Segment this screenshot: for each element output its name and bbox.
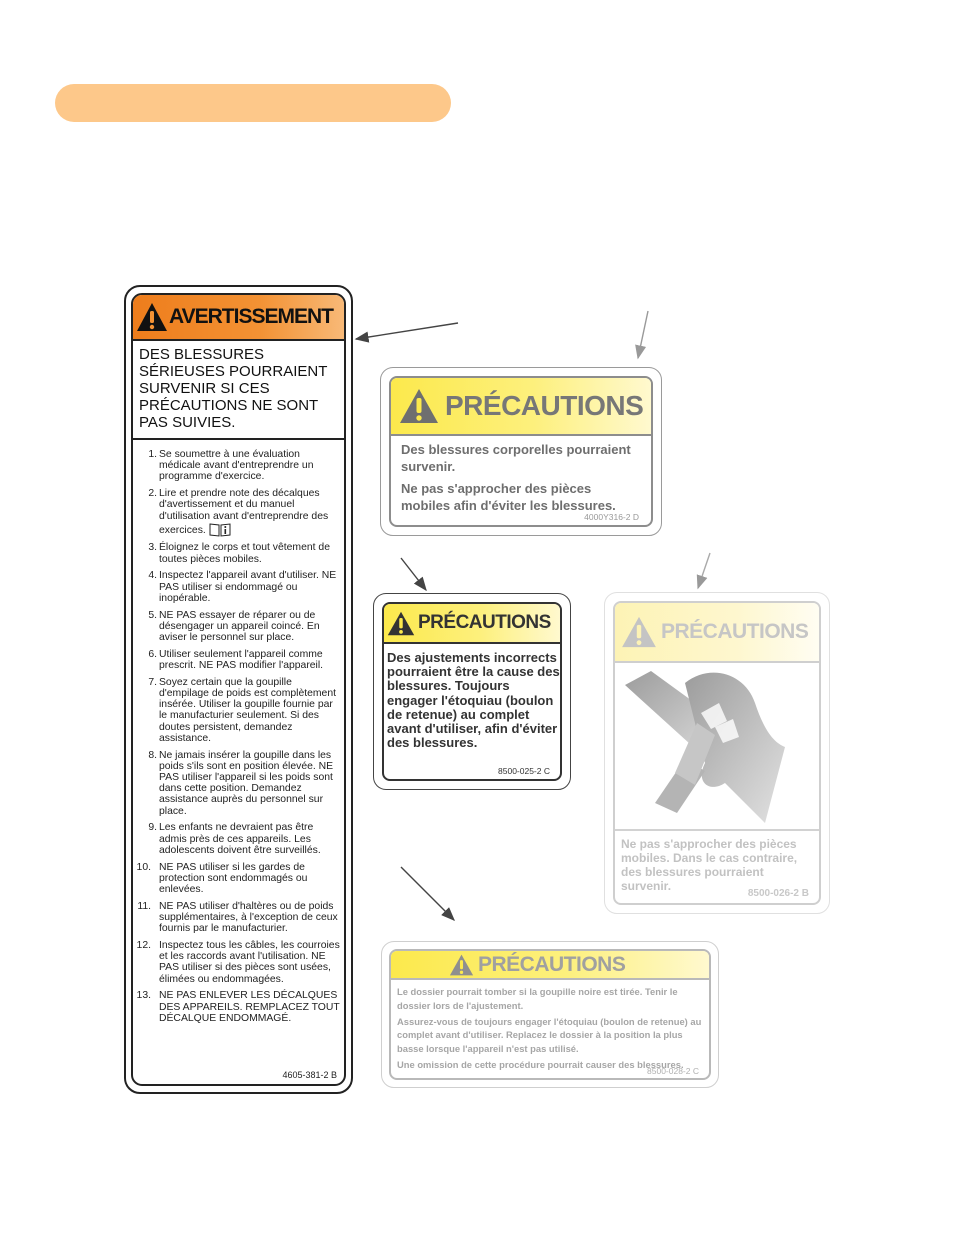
list-item: 4. Inspectez l'appareil avant d'utiliser. NE PAS utiliser si endommagé ou inopérable. — [148, 570, 337, 604]
list-item: 7. Soyez certain que la goupille d'empilage de poids est complètement insérée. Utiliser la goupille fournie par le manufacturier seulement. Si des doutes persistent, demandez assistance. — [148, 676, 336, 744]
label-code: 4000Y316-2 D — [584, 512, 639, 522]
warning-list — [133, 440, 344, 1024]
warning-triangle-icon — [387, 611, 415, 636]
list-item: 6. Utiliser seulement l'appareil comme prescrit. NE PAS modifier l'appareil. — [148, 648, 324, 672]
caution-label-d — [381, 941, 719, 1088]
warning-title: AVERTISSEMENT — [169, 305, 333, 328]
list-item: 10. NE PAS utiliser si les gardes de protection sont endommagés ou enlevées. — [136, 861, 308, 896]
caution-header — [391, 951, 709, 980]
warning-label — [124, 285, 353, 1094]
warning-triangle-icon — [449, 954, 474, 976]
warning-triangle-icon — [399, 388, 439, 424]
arrow-to-label-c — [698, 553, 710, 588]
caution-header — [391, 378, 651, 436]
caution-text: Des ajustements incorrects pourraient être la cause des blessures. Toujours engager l'étoquiau (boulon de retenue) au complet avant d'utiliser, afin d'éviter des blessures. — [387, 650, 560, 751]
list-item: 5. NE PAS essayer de réparer ou de désengager un appareil coincé. En aviser le personnel sur place. — [148, 609, 320, 644]
warning-code: 4605-381-2 B — [282, 1070, 337, 1080]
label-code: 8500-026-2 B — [747, 888, 809, 899]
label-code: 8500-025-2 C — [498, 766, 550, 776]
caution-title: PRÉCAUTIONS — [418, 612, 551, 633]
arrow-to-label-a — [638, 311, 648, 358]
list-item: 8. Ne jamais insérer la goupille dans les poids s'ils sont en position élevée. NE PAS utiliser l'appareil si les poids sont dans cette position. Demandez assistance auprès du personnel sur place. — [148, 749, 334, 817]
caution-text: Ne pas s'approcher des pièces mobiles. Dans le cas contraire, des blessures pourraient survenir. — [621, 837, 798, 893]
list-item: 3. Éloignez le corps et tout vêtement de toutes pièces mobiles. — [148, 542, 330, 565]
caution-text: Ne pas s'approcher des pièces mobiles afin d'éviter les blessures. — [401, 481, 616, 513]
list-item: 2. Lire et prendre note des décalques d'avertissement et du manuel d'utilisation avant d'entreprendre des exercices. — [148, 488, 329, 536]
list-item: 1. Se soumettre à une évaluation médicale avant d'entreprendre un programme d'exercice. — [148, 449, 314, 483]
caution-title: PRÉCAUTIONS — [661, 620, 809, 643]
list-item: 11. NE PAS utiliser d'haltères ou de poids supplémentaires, à l'exception de ceux fournis par le manufacturier. — [137, 900, 338, 935]
arrow-to-warning — [356, 323, 458, 339]
caution-text: Assurez-vous de toujours engager l'étoquiau (boulon de retenue) au complet avant d'utiliser. Replacez le dossier à la position la plus basse lorsque l'appareil n'est pas utilisé. — [397, 1015, 702, 1055]
caution-header — [384, 604, 560, 644]
manual-book-icon — [209, 522, 231, 537]
hand-crush-pictogram — [615, 663, 819, 831]
warning-header — [133, 295, 344, 341]
list-item: 13. NE PAS ENLEVER LES DÉCALQUES DES APPAREILS. REMPLACEZ TOUT DÉCALQUE ENDOMMAGÉ. — [136, 990, 340, 1024]
label-code: 8500-028-2 C — [647, 1066, 699, 1076]
arrow-to-label-d — [401, 867, 454, 920]
caution-header — [615, 603, 819, 663]
caution-label-a — [380, 367, 662, 536]
warning-triangle-icon — [136, 302, 168, 332]
caution-text: Le dossier pourrait tomber si la goupille noire est tirée. Tenir le dossier lors de l'ajustement. — [397, 986, 678, 1011]
warning-triangle-icon — [621, 616, 657, 648]
list-item: 12. Inspectez tous les câbles, les courroies et les raccords avant l'utilisation. NE PAS utiliser si des pièces sont usées, élimées ou endommagées. — [136, 940, 340, 985]
warning-intro: DES BLESSURES SÉRIEUSES POURRAIENT SURVENIR SI CES PRÉCAUTIONS NE SONT PAS SUIVIES. — [133, 341, 344, 440]
list-item: 9. Les enfants ne devraient pas être admis près de ces appareils. Les adolescents doivent être surveillés. — [148, 822, 321, 856]
caution-title: PRÉCAUTIONS — [478, 952, 626, 976]
caution-text: Des blessures corporelles pourraient survenir. — [401, 442, 631, 474]
caution-label-b — [373, 593, 571, 790]
caution-title: PRÉCAUTIONS — [445, 390, 644, 421]
caution-label-c — [604, 592, 830, 914]
caution-text: Une omission de cette procédure pourrait causer des blessures. — [397, 1058, 684, 1070]
arrow-to-label-b — [401, 558, 426, 590]
